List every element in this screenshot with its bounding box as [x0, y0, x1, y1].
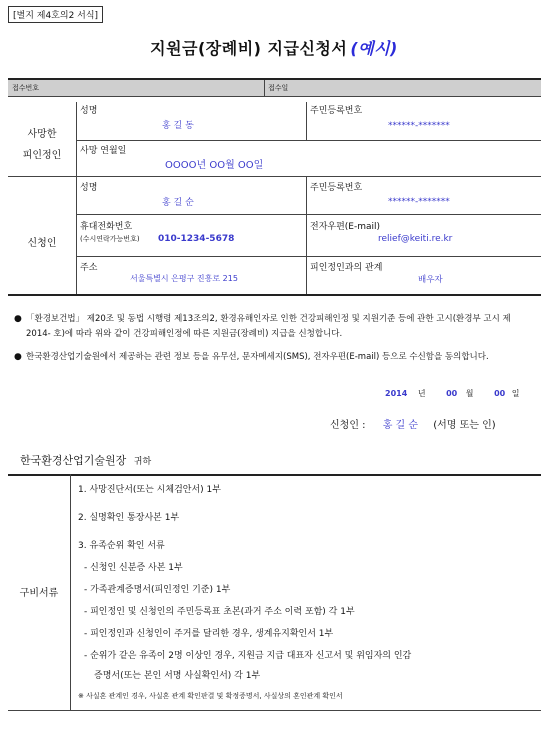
doc-item: - 피인정인 및 신청인의 주민등록표 초본(과거 주소 이력 포함) 각 1부: [84, 607, 355, 617]
date-year-unit: 년: [417, 389, 426, 398]
date-day-unit: 일: [511, 389, 520, 398]
statement-1: [14, 312, 534, 342]
receipt-date-label: 접수일: [268, 84, 289, 92]
statement-2-text: 한국환경산업기술원에서 제공하는 관련 정보 등을 유무선, 문자메세지(SMS), 전자우편(E-mail) 등으로 수신함을 동의합니다.: [26, 352, 489, 362]
recipient-name: 한국환경산업기술원장: [20, 454, 127, 467]
doc-item: 2. 실명확인 통장사본 1부: [78, 513, 180, 523]
doc-item: 3. 유족순위 확인 서류: [78, 541, 165, 551]
documents-top-border: [8, 474, 541, 476]
documents-col-divider: [70, 474, 71, 710]
phone-label: 휴대전화번호: [80, 222, 133, 232]
email-value: relief@keiti.re.kr: [378, 234, 453, 244]
documents-section-label: 구비서류: [19, 588, 59, 599]
recipient-suffix: 귀하: [133, 457, 152, 467]
doc-item: - 신청인 신분증 사본 1부: [84, 563, 183, 573]
statement-2: [14, 350, 534, 365]
signature-label: 신청인 :: [330, 420, 366, 431]
section-divider-2: [8, 294, 541, 296]
deceased-name-value: 홍 길 동: [162, 121, 194, 131]
documents-bottom-border: [8, 710, 541, 711]
address-label: 주소: [80, 263, 98, 273]
date-year: 2014: [385, 389, 408, 398]
deceased-section-label-2: 피인정인: [22, 150, 62, 161]
applicant-row-divider-2: [76, 256, 541, 257]
doc-item: - 순위가 같은 유족이 2명 이상인 경우, 지원금 지급 대표자 신고서 및 위임자의 인감: [84, 651, 412, 661]
signature-line: [330, 416, 496, 431]
deceased-section-label-1: 사망한: [27, 129, 57, 140]
applicant-rrn-value: ******-*******: [388, 197, 450, 207]
deceased-row-divider: [76, 140, 541, 141]
applicant-col-divider: [76, 176, 77, 294]
date-day: 00: [494, 389, 506, 398]
title-example: (예시): [350, 39, 398, 58]
doc-item: 증명서(또는 본인 서명 사실확인서) 각 1부: [94, 671, 261, 681]
bullet-icon: ●: [14, 352, 22, 362]
applicant-name-value: 홍 길 순: [162, 198, 194, 208]
doc-item: 1. 사망진단서(또는 시체검안서) 1부: [78, 485, 221, 495]
address-value: 서울특별시 은평구 진흥로 215: [130, 274, 238, 283]
phone-note: (수시연락가능번호): [80, 235, 140, 243]
doc-item: - 가족관계증명서(피인정인 기준) 1부: [84, 585, 231, 595]
section-divider-1: [8, 176, 541, 177]
death-date-value: OOOO년 OO월 OO일: [165, 160, 264, 171]
applicant-section-label: 신청인: [27, 238, 57, 249]
phone-value: 010-1234-5678: [158, 234, 235, 244]
documents-note: ※ 사실혼 관계인 경우, 사실혼 관계 확인판결 및 확정증명서, 사실상의 혼인관계 확인서: [78, 692, 343, 700]
deceased-mid-divider: [306, 102, 307, 140]
date-month: 00: [446, 389, 458, 398]
page-title: [0, 36, 548, 59]
deceased-rrn-label: 주민등록번호: [310, 106, 363, 116]
signature-name: 홍 길 순: [382, 420, 419, 431]
relation-label: 피인정인과의 관계: [310, 263, 383, 273]
title-text: 지원금(장례비) 지급신청서: [150, 39, 348, 58]
statement-1-text: 「환경보건법」 제20조 및 동법 시행령 제13조의2, 환경유해인자로 인한 건강피해인정 및 지원기준 등에 관한 고시(환경부 고시 제2014- 호)에 따라 위와 같이 건강피해인정에 따른 지원금(장례비) 지급을 신청합니다.: [26, 314, 511, 339]
form-number: [별지 제4호의2 서식]: [8, 6, 103, 23]
signature-note: (서명 또는 인): [433, 420, 496, 431]
applicant-mid-divider: [306, 176, 307, 294]
relation-value: 배우자: [418, 275, 443, 285]
date-month-unit: 월: [465, 389, 474, 398]
death-date-label: 사망 연월일: [80, 146, 127, 156]
deceased-col-divider: [76, 102, 77, 176]
applicant-name-label: 성명: [80, 183, 98, 193]
email-label: 전자우편(E-mail): [310, 222, 381, 232]
application-date: [385, 388, 519, 399]
applicant-row-divider-1: [76, 214, 541, 215]
receipt-divider: [264, 80, 265, 97]
recipient-line: [20, 452, 151, 468]
bullet-icon: ●: [14, 314, 22, 324]
applicant-rrn-label: 주민등록번호: [310, 183, 363, 193]
deceased-rrn-value: ******-*******: [388, 121, 450, 131]
doc-item: - 피인정인과 신청인이 주거를 달리한 경우, 생계유지확인서 1부: [84, 629, 334, 639]
receipt-number-label: 접수번호: [12, 84, 40, 92]
deceased-name-label: 성명: [80, 106, 98, 116]
